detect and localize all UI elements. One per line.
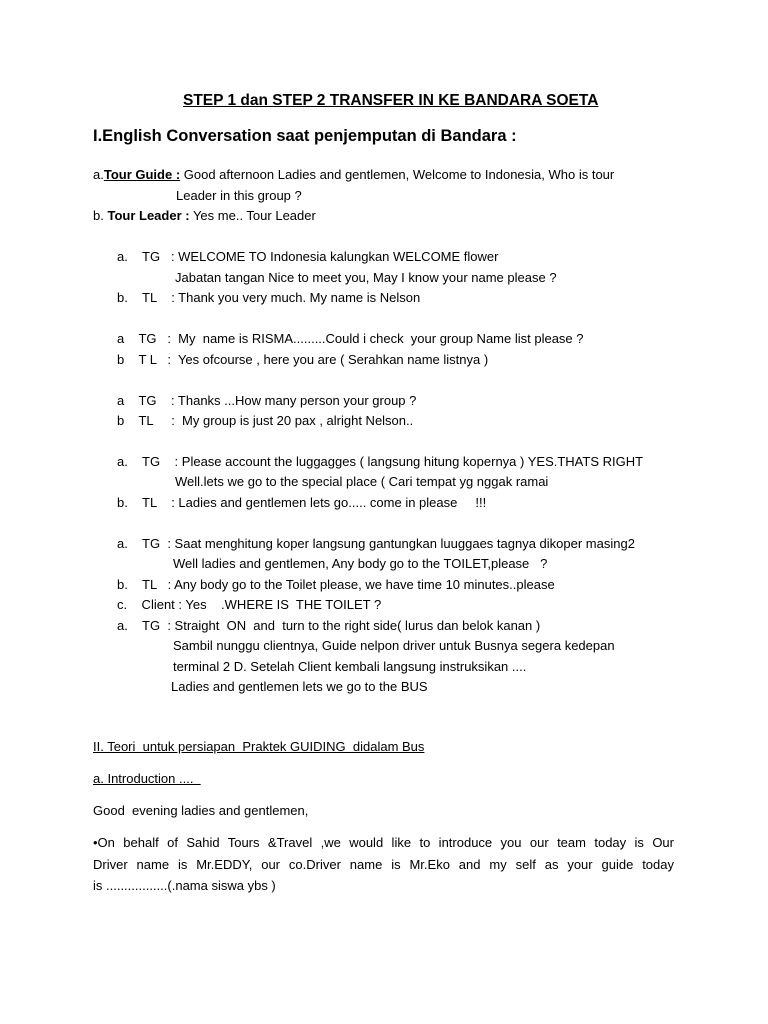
- dialog-line: terminal 2 D. Setelah Client kembali langsung instruksikan ....: [173, 659, 527, 674]
- dialog-line: Well ladies and gentlemen, Any body go to the TOILET,please ?: [173, 556, 548, 571]
- dialog-line: a. TG : Straight ON and turn to the right side( lurus dan belok kanan ): [117, 618, 541, 633]
- dialog-line: b. TL : Thank you very much. My name is Nelson: [117, 290, 421, 305]
- dialog-line: b. TL : Ladies and gentlemen lets go..... come in please !!!: [117, 495, 487, 510]
- dialog-line: a. TG : WELCOME TO Indonesia kalungkan WELCOME flower: [117, 249, 499, 264]
- dialog-line: a TG : My name is RISMA.........Could i check your group Name list please ?: [117, 331, 584, 346]
- dialog-line: b T L : Yes ofcourse , here you are ( Serahkan name listnya ): [117, 352, 489, 367]
- intro-b-text: Yes me.. Tour Leader: [189, 208, 316, 223]
- tour-guide-speaker: Tour Guide :: [103, 167, 181, 182]
- dialog-line: a. TG : Please account the luggagges ( langsung hitung kopernya ) YES.THATS RIGHT: [117, 454, 644, 469]
- document-title: STEP 1 dan STEP 2 TRANSFER IN KE BANDARA SOETA: [183, 92, 599, 109]
- section-2-heading: II. Teori untuk persiapan Praktek GUIDING didalam Bus: [93, 739, 425, 754]
- intro-line-a-cont: Leader in this group ?: [176, 188, 302, 203]
- section-1-heading: I.English Conversation saat penjemputan di Bandara :: [93, 127, 517, 145]
- dialog-line: Well.lets we go to the special place ( Cari tempat yg nggak ramai: [175, 474, 549, 489]
- introduction-subheading: a. Introduction ....: [93, 771, 201, 786]
- dialog-line: Jabatan tangan Nice to meet you, May I know your name please ?: [175, 270, 557, 285]
- paragraph-line: •On behalf of Sahid Tours &Travel ,we would like to introduce you our team today is Our: [93, 835, 674, 850]
- dialog-line: Ladies and gentlemen lets we go to the BUS: [171, 679, 428, 694]
- intro-a-label: a.: [93, 167, 104, 182]
- dialog-line: Sambil nunggu clientnya, Guide nelpon driver untuk Busnya segera kedepan: [173, 638, 615, 653]
- intro-a-text: Good afternoon Ladies and gentlemen, Welcome to Indonesia, Who is tour: [180, 167, 615, 182]
- dialog-line: a TG : Thanks ...How many person your group ?: [117, 393, 417, 408]
- dialog-line: b. TL : Any body go to the Toilet please, we have time 10 minutes..please: [117, 577, 555, 592]
- tour-leader-speaker: Tour Leader :: [107, 208, 190, 223]
- intro-line-a: [93, 167, 614, 183]
- intro-line-b: [93, 208, 316, 224]
- intro-b-label: b.: [93, 208, 108, 223]
- paragraph-line: is .................(.nama siswa ybs ): [93, 878, 276, 893]
- dialog-line: b TL : My group is just 20 pax , alright Nelson..: [117, 413, 414, 428]
- paragraph-line: Driver name is Mr.EDDY, our co.Driver name is Mr.Eko and my self as your guide today: [93, 857, 674, 872]
- dialog-line: c. Client : Yes .WHERE IS THE TOILET ?: [117, 597, 382, 612]
- dialog-line: a. TG : Saat menghitung koper langsung gantungkan luuggaes tagnya dikoper masing2: [117, 536, 635, 551]
- greeting-line: Good evening ladies and gentlemen,: [93, 803, 309, 818]
